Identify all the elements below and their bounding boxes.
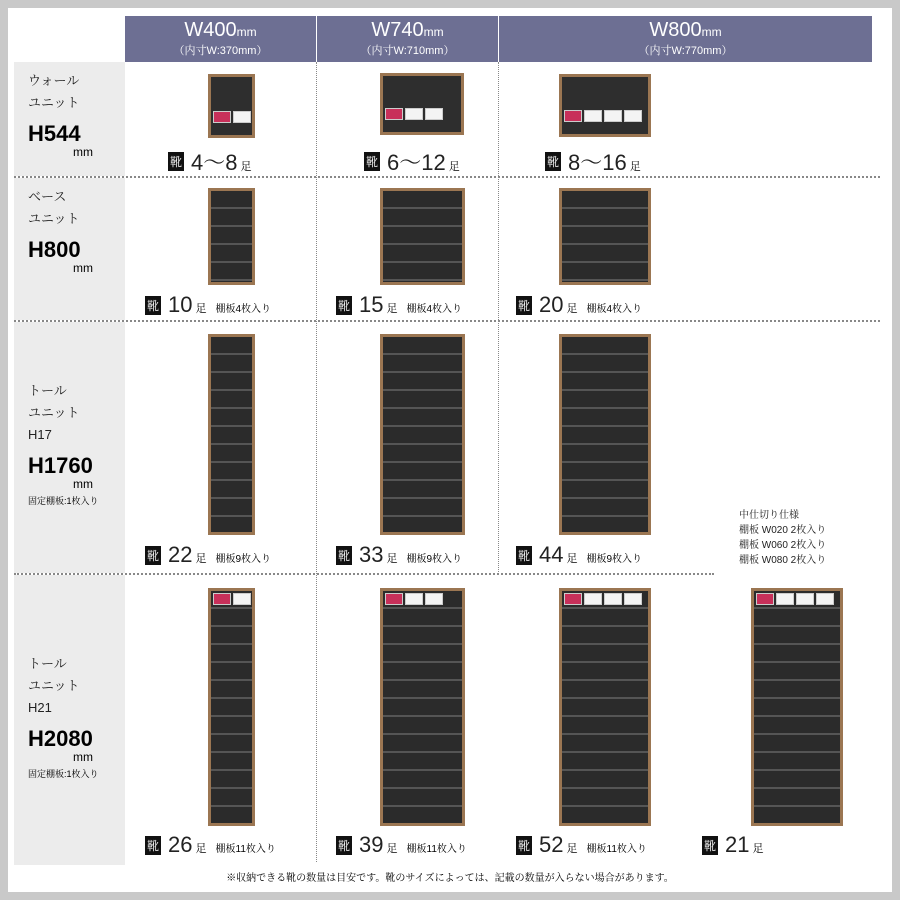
shoe-box [604,593,622,605]
width: W800 [649,19,702,41]
shoe-count: 21 [725,832,750,857]
shoe-icon: 靴 [545,152,561,171]
unit: 足 [566,843,578,855]
shelf-count: 棚板4枚入り [406,304,463,315]
shoe-box [624,110,642,122]
divider [316,62,317,862]
shoe-box [233,111,251,123]
shoe-count: 6〜12 [387,150,446,175]
shoe-box [385,593,403,605]
shoe-box [233,593,251,605]
shelf-count: 棚板9枚入り [215,554,272,565]
shelf-count: 棚板9枚入り [406,554,463,565]
shoe-box [816,593,834,605]
capacity-label [145,292,271,318]
shoe-icon: 靴 [516,546,532,565]
capacity-label [336,292,462,318]
shoe-icon: 靴 [516,836,532,855]
shoe-icon: 靴 [336,546,352,565]
cabinet-image [380,334,465,535]
shoe-count: 44 [539,542,564,567]
inner-width: （内寸W:370mm） [173,45,268,57]
cabinet-image [559,188,651,285]
cabinet-image [208,74,255,138]
shoe-box [385,108,403,120]
shoe-box [584,593,602,605]
column-header-w800 [499,16,872,62]
shoe-box [564,593,582,605]
shoe-icon: 靴 [364,152,380,171]
shoe-box [756,593,774,605]
cabinet-image [380,588,465,826]
shoe-count: 15 [359,292,384,317]
shelf-count: 棚板11枚入り [406,844,467,855]
column-header-w740 [317,16,498,62]
capacity-label [145,832,276,858]
cabinet-image [208,334,255,535]
shoe-box [213,593,231,605]
shoe-count: 10 [168,292,193,317]
footer-note: ※収納できる靴の数量は目安です。靴のサイズによっては、記載の数量が入らない場合があります。 [226,873,674,884]
cabinet-image [208,588,255,826]
row-label-tall-h17: トール ユニット H17 H1760 mm 固定棚板:1枚入り [14,322,125,573]
shoe-box [584,110,602,122]
cabinet-image [751,588,843,826]
cabinet-image [559,334,651,535]
shoe-box [425,593,443,605]
shoe-box [776,593,794,605]
shoe-icon: 靴 [145,546,161,565]
shoe-box [405,593,423,605]
unit-comparison-table [8,8,892,892]
inner-width: （内寸W:710mm） [360,45,455,57]
capacity-label [336,542,462,568]
shoe-count: 26 [168,832,193,857]
partition-note: 中仕切り仕様 棚板 W020 2枚入り 棚板 W060 2枚入り 棚板 W080 2枚入り [739,510,827,566]
shoe-count: 33 [359,542,384,567]
shoe-icon: 靴 [145,836,161,855]
width: W740 [371,19,424,41]
capacity-label [545,146,641,177]
capacity-label [336,832,467,858]
unit: mm [423,25,444,39]
unit: 足 [752,843,764,855]
shoe-box [796,593,814,605]
shoe-box [624,593,642,605]
unit: 足 [386,553,398,565]
unit: 足 [195,303,207,315]
capacity-label [516,542,642,568]
column-header-w400 [125,16,316,62]
shelf-count: 棚板11枚入り [586,844,647,855]
unit: 足 [386,303,398,315]
shoe-box [213,111,231,123]
unit: mm [236,25,257,39]
shoe-count: 4〜8 [191,150,238,175]
shoe-box [405,108,423,120]
unit: mm [701,25,722,39]
shelf-count: 棚板9枚入り [586,554,643,565]
unit: 足 [566,553,578,565]
cabinet-image [380,188,465,285]
shoe-box [604,110,622,122]
shoe-box [425,108,443,120]
row-divider [14,320,880,322]
cabinet-image [380,73,464,135]
shoe-icon: 靴 [336,836,352,855]
row-label-tall-h21: トール ユニット H21 H2080 mm 固定棚板:1枚入り [14,575,125,865]
unit: 足 [195,553,207,565]
row-label-base: ベース ユニット H800 mm [14,178,125,320]
shoe-count: 39 [359,832,384,857]
shelf-count: 棚板11枚入り [215,844,276,855]
capacity-label [168,146,252,177]
shoe-count: 8〜16 [568,150,627,175]
row-label-wall: ウォール ユニット H544 mm [14,62,125,176]
capacity-label [516,292,642,318]
unit: 足 [195,843,207,855]
capacity-label [364,146,460,177]
divider [498,62,499,572]
unit: 足 [386,843,398,855]
unit: 足 [448,161,460,173]
shoe-icon: 靴 [168,152,184,171]
capacity-label [516,832,647,858]
cabinet-image [559,74,651,137]
shoe-icon: 靴 [145,296,161,315]
shoe-count: 20 [539,292,564,317]
cabinet-image [208,188,255,285]
row-divider [14,573,714,575]
shoe-count: 22 [168,542,193,567]
width: W400 [184,19,237,41]
shoe-icon: 靴 [336,296,352,315]
shoe-count: 52 [539,832,564,857]
unit: 足 [629,161,641,173]
unit: 足 [240,161,252,173]
shoe-icon: 靴 [702,836,718,855]
capacity-label [145,542,271,568]
cabinet-image [559,588,651,826]
inner-width: （内寸W:770mm） [638,45,733,57]
shoe-icon: 靴 [516,296,532,315]
shoe-box [564,110,582,122]
shelf-count: 棚板4枚入り [215,304,272,315]
shelf-count: 棚板4枚入り [586,304,643,315]
capacity-label [702,832,764,858]
unit: 足 [566,303,578,315]
